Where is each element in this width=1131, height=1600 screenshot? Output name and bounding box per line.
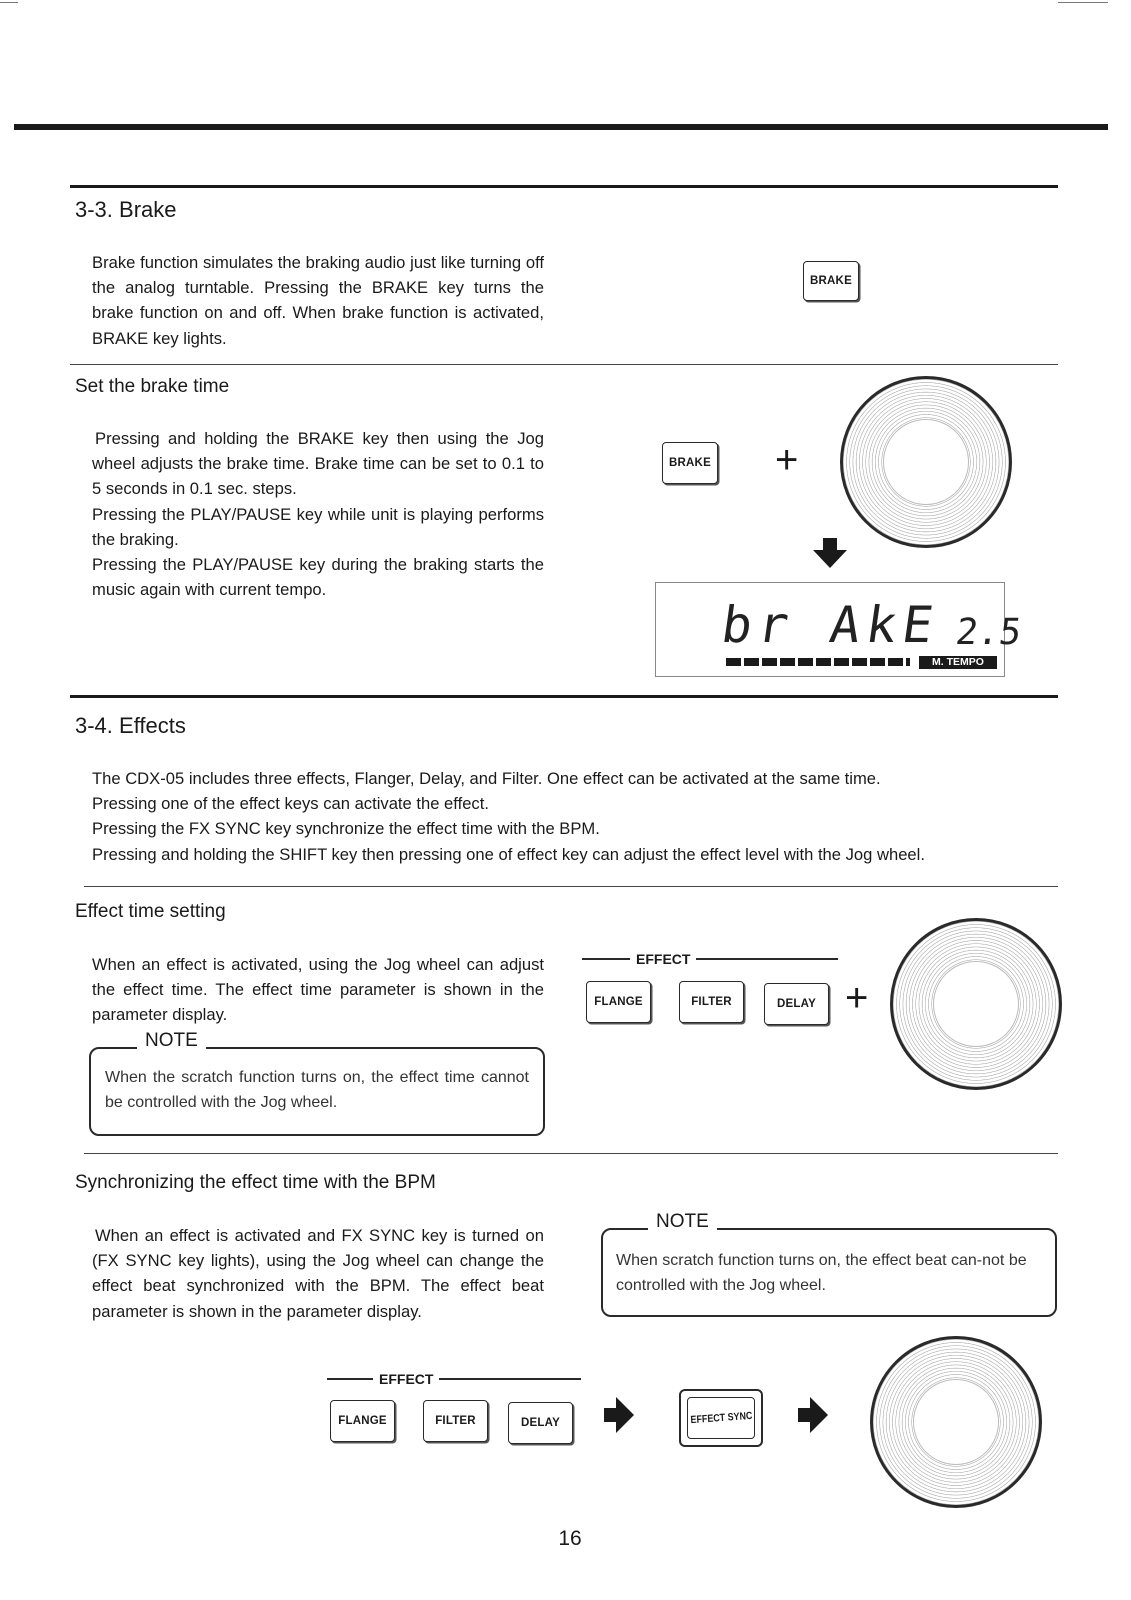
subheading-effect-time: Effect time setting: [75, 901, 226, 922]
subheading-set-brake-time: Set the brake time: [75, 376, 230, 397]
plus-sign: +: [845, 976, 869, 1020]
jog-wheel-hub: [933, 961, 1019, 1047]
right-arrow-icon: [798, 1397, 828, 1433]
flange-key[interactable]: FLANGE: [330, 1400, 395, 1442]
flange-key[interactable]: FLANGE: [586, 981, 651, 1023]
page-number: 16: [558, 1527, 582, 1550]
jog-wheel[interactable]: [890, 918, 1062, 1090]
lcd-value: 2.5: [953, 612, 1024, 653]
effects-line-4: Pressing and holding the SHIFT key then pressing one of effect key can adjust the effect level with the Jog wheel.: [92, 844, 925, 864]
brake-intro-paragraph: Brake function simulates the braking audio just like turning off the analog turntable. Pressing the BRAKE key turns the brake function on and off. When brake function is activated, BRAKE key lights.: [92, 253, 544, 348]
divider-sync: [84, 1153, 1058, 1154]
effect-group-line-left: [582, 958, 630, 959]
divider-brake-time: [70, 364, 1058, 365]
plus-sign: +: [775, 438, 799, 482]
brake-key-hold[interactable]: BRAKE: [662, 442, 718, 484]
brake-time-paragraph-3: Pressing the PLAY/PAUSE key during the braking starts the music again with current tempo.: [92, 555, 544, 600]
sync-paragraph: When an effect is activated and FX SYNC key is turned on (FX SYNC key lights), using the Jog wheel can change the effect beat synchronized with the BPM. The effect beat parameter is shown in the parameter display.: [92, 1226, 544, 1321]
effect-group-label: [582, 951, 838, 967]
effect-time-paragraph: When an effect is activated, using the Jog wheel can adjust the effect time. The effect time parameter is shown in the parameter display.: [92, 955, 544, 1025]
down-arrow-icon: [813, 538, 847, 570]
effects-line-1: The CDX-05 includes three effects, Flanger, Delay, and Filter. One effect can be activated at the same time.: [92, 769, 881, 788]
effect-sync-key[interactable]: [679, 1389, 763, 1447]
effect-sync-key-label: EFFECT SYNC: [689, 1409, 753, 1427]
effect-group-text: EFFECT: [636, 951, 691, 967]
section-heading-brake: 3-3. Brake: [75, 197, 177, 222]
effects-intro: [92, 766, 1052, 867]
corner-mark-left: [0, 0, 18, 3]
corner-mark-right: [1058, 0, 1108, 3]
section-heading-effects: 3-4. Effects: [75, 713, 186, 738]
brake-key[interactable]: BRAKE: [803, 261, 859, 301]
delay-key[interactable]: DELAY: [508, 1402, 573, 1444]
effect-sync-key-inner: [687, 1397, 755, 1439]
brake-time-paragraph-1: Pressing and holding the BRAKE key then using the Jog wheel adjusts the brake time. Brake time can be set to 0.1 to 5 seconds in 0.1 sec. steps.: [92, 429, 544, 499]
filter-key[interactable]: FILTER: [423, 1400, 488, 1442]
effects-line-3: Pressing the FX SYNC key synchronize the effect time with the BPM.: [92, 819, 600, 839]
jog-wheel-hub: [883, 419, 969, 505]
brake-intro-text: [92, 250, 544, 351]
section-rule-brake: [70, 185, 1058, 188]
jog-wheel[interactable]: [840, 376, 1012, 548]
effect-group-line-left: [327, 1378, 373, 1379]
effect-group-text: EFFECT: [379, 1371, 434, 1387]
note-text-sync: When scratch function turns on, the effect beat can-not be controlled with the Jog wheel.: [616, 1252, 1027, 1294]
header-rule: [14, 124, 1108, 130]
jog-wheel[interactable]: [870, 1336, 1042, 1508]
filter-key[interactable]: FILTER: [679, 981, 744, 1023]
lcd-display: [655, 582, 1024, 677]
effect-group-line-right: [439, 1378, 581, 1379]
effect-group-label: [327, 1371, 581, 1387]
divider-effect-time: [84, 886, 1058, 887]
effect-time-text: [92, 952, 544, 1028]
effect-group-line-right: [696, 958, 838, 959]
section-rule-effects: [70, 695, 1058, 698]
note-title-effect-time: NOTE: [137, 1030, 206, 1052]
subheading-sync: Synchronizing the effect time with the BPM: [75, 1172, 436, 1193]
note-text-effect-time: When the scratch function turns on, the effect time cannot be controlled with the Jog wheel.: [105, 1069, 529, 1111]
sync-text: [92, 1223, 544, 1324]
brake-time-text: [92, 426, 544, 602]
lcd-tempo-badge: M. TEMPO: [919, 656, 997, 669]
lcd-segment-bar: [726, 658, 910, 666]
jog-wheel-hub: [913, 1379, 999, 1465]
lcd-main-text: br AkE: [717, 596, 943, 654]
effects-line-2: Pressing one of the effect keys can activate the effect.: [92, 794, 489, 814]
right-arrow-icon: [604, 1397, 634, 1433]
delay-key[interactable]: DELAY: [764, 983, 829, 1025]
note-title-sync: NOTE: [648, 1211, 717, 1233]
brake-time-paragraph-2: Pressing the PLAY/PAUSE key while unit is playing performs the braking.: [92, 504, 544, 549]
